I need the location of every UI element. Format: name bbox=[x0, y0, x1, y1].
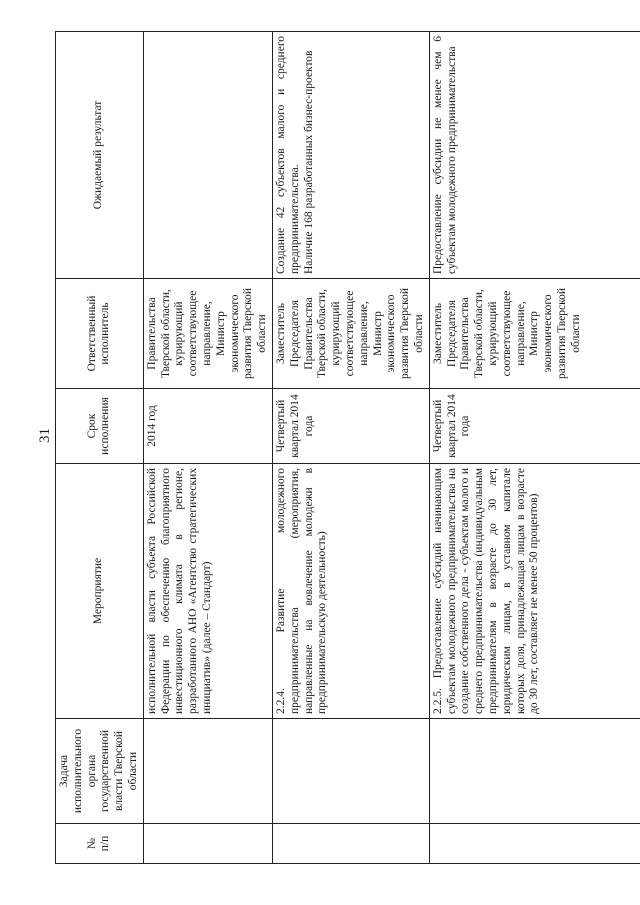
header-responsible: Ответственный исполнитель bbox=[56, 279, 144, 389]
cell-term: 2014 год bbox=[143, 389, 272, 464]
header-term: Срок исполнения bbox=[56, 389, 144, 464]
cell-task bbox=[429, 719, 640, 824]
cell-event: 2.2.5. Предоставление субсидий начинающим субъектам молодежного предпринимательства на создание собственного дела - субъектам малого и среднего предпринимательства (индивидуальным предпринимателям в возрасте до 30 лет, юридическим лицам, в уставном капитале которых доля, принадлежащая лицам в возрасте до 30 лет, составляет не менее 50 процентов) bbox=[429, 464, 640, 719]
cell-result: Создание 42 субъектов малого и среднего предпринимательства. Наличие 168 разработанных бизнес-проектов bbox=[272, 32, 429, 279]
table-row bbox=[429, 32, 640, 864]
table-header-row bbox=[56, 32, 144, 864]
cell-num bbox=[143, 824, 272, 864]
cell-num bbox=[272, 824, 429, 864]
table-row bbox=[143, 32, 272, 864]
header-result: Ожидаемый результат bbox=[56, 32, 144, 279]
cell-responsible: Правительства Тверской области, курирующий соответствующее направление, Министр экономического развития Тверской области bbox=[143, 279, 272, 389]
cell-task bbox=[272, 719, 429, 824]
cell-num bbox=[429, 824, 640, 864]
cell-responsible: Заместитель Председателя Правительства Тверской области, курирующий соответствующее направление, Министр экономического развития Тверской области bbox=[272, 279, 429, 389]
table-frame bbox=[55, 32, 628, 864]
cell-event: 2.2.4. Развитие молодежного предпринимательства (мероприятия, направленные на вовлечение молодежи в предпринимательскую деятельность) bbox=[272, 464, 429, 719]
page-number: 31 bbox=[36, 427, 53, 443]
cell-task bbox=[143, 719, 272, 824]
header-num: № п/п bbox=[56, 824, 144, 864]
cell-responsible: Заместитель Председателя Правительства Тверской области, курирующий соответствующее направление, Министр экономического развития Тверской области bbox=[429, 279, 640, 389]
cell-result: Предоставление субсидии не менее чем 6 субъектам молодежного предпринимательства bbox=[429, 32, 640, 279]
header-event: Мероприятие bbox=[56, 464, 144, 719]
rotated-table-container bbox=[55, 32, 628, 864]
action-plan-table bbox=[55, 31, 640, 864]
cell-result bbox=[143, 32, 272, 279]
cell-term: Четвертый квартал 2014 года bbox=[429, 389, 640, 464]
cell-term: Четвертый квартал 2014 года bbox=[272, 389, 429, 464]
header-task: Задача исполнительного органа государственной власти Тверской области bbox=[56, 719, 144, 824]
cell-event: исполнительной власти субъекта Российской Федерации по обеспечению благоприятного инвестиционного климата в регионе, разработанного АНО «Агентство стратегических инициатив» (далее – Стандарт) bbox=[143, 464, 272, 719]
table-row bbox=[272, 32, 429, 864]
